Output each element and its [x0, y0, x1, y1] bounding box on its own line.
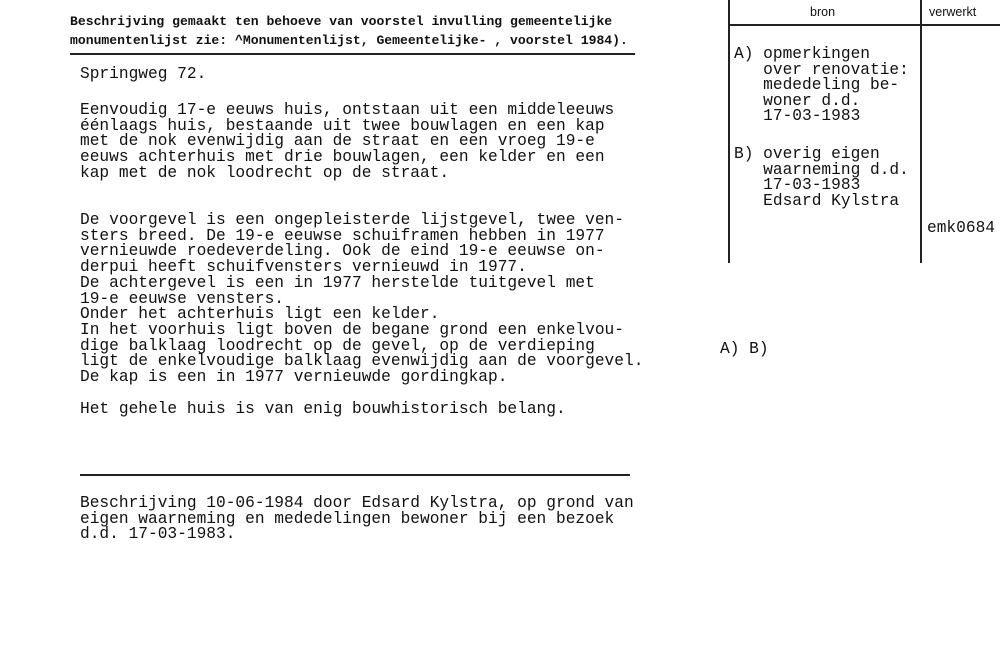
text-line: sters breed. De 19-e eeuwse schuiframen hebben in 1977 [80, 226, 605, 245]
text-line: A) opmerkingen [734, 45, 870, 63]
divider [70, 53, 635, 55]
text-line: B) overig eigen [734, 145, 880, 163]
text-line: In het voorhuis ligt boven de begane grond een enkelvou- [80, 320, 624, 339]
text-line: 17-03-1983 [734, 107, 861, 126]
address-title-text: Springweg 72. [80, 65, 207, 83]
column-header-verwerkt: verwerkt [929, 5, 977, 19]
text-line: eigen waarneming en mededelingen bewoner bij een bezoek [80, 509, 615, 528]
address-title [80, 67, 206, 83]
text-line: met de nok evenwijdig aan de straat en een vroeg 19-e [80, 132, 595, 151]
header-line: monumentenlijst zie: ^Monumentenlijst, Gemeentelijke- , voorstel 1984). [70, 33, 628, 48]
divider [80, 474, 630, 476]
column-header-bron: bron [810, 5, 836, 19]
text-line: Beschrijving 10-06-1984 door Edsard Kylstra, op grond van [80, 494, 634, 512]
text-line: derpui heeft schuifvensters vernieuwd in 1977. [80, 258, 527, 277]
margin-note: A) B) [720, 340, 769, 358]
header-line: Beschrijving gemaakt ten behoeve van voorstel invulling gemeentelijke [70, 14, 613, 29]
paragraph-3-text: Het gehele huis is van enig bouwhistorisch belang. [80, 400, 566, 418]
document-header [70, 12, 628, 50]
paragraph-2 [80, 213, 643, 386]
text-line: 17-03-1983 [734, 176, 861, 195]
text-line: dige balklaag loodrecht op de gevel, op de verdieping [80, 336, 595, 355]
text-line: kap met de nok loodrecht op de straat. [80, 163, 450, 182]
text-line: De achtergevel is een in 1977 herstelde tuitgevel met [80, 273, 595, 292]
paragraph-1 [80, 103, 614, 182]
table-header-divider [728, 24, 1000, 26]
text-line: éénlaags huis, bestaande uit twee bouwlagen en een kap [80, 116, 605, 135]
text-line: d.d. 17-03-1983. [80, 525, 236, 544]
text-line: Eenvoudig 17-e eeuws huis, ontstaan uit een middeleeuws [80, 101, 615, 119]
table-border [728, 0, 730, 263]
text-line: ligt de enkelvoudige balklaag evenwijdig aan de voorgevel. [80, 352, 644, 371]
text-line: vernieuwde roedeverdeling. Ook de eind 19-e eeuwse on- [80, 242, 605, 261]
text-line: eeuws achterhuis met drie bouwlagen, een kelder en een [80, 148, 605, 167]
text-line: De voorgevel is een ongepleisterde lijstgevel, twee ven- [80, 211, 624, 229]
table-border [920, 0, 922, 263]
text-line: 19-e eeuwse vensters. [80, 289, 284, 308]
text-line: Onder het achterhuis ligt een kelder. [80, 305, 440, 324]
paragraph-3 [80, 402, 566, 418]
text-line: De kap is een in 1977 vernieuwde gordingkap. [80, 368, 508, 387]
text-line: woner d.d. [734, 91, 861, 110]
text-line: over renovatie: [734, 60, 909, 79]
text-line: Edsard Kylstra [734, 191, 900, 210]
source-entry-a [734, 47, 909, 125]
verwerkt-code: emk0684 [927, 219, 995, 237]
text-line: waarneming d.d. [734, 160, 909, 179]
source-entry-b [734, 147, 909, 209]
text-line: mededeling be- [734, 76, 900, 95]
footer-note [80, 496, 634, 543]
